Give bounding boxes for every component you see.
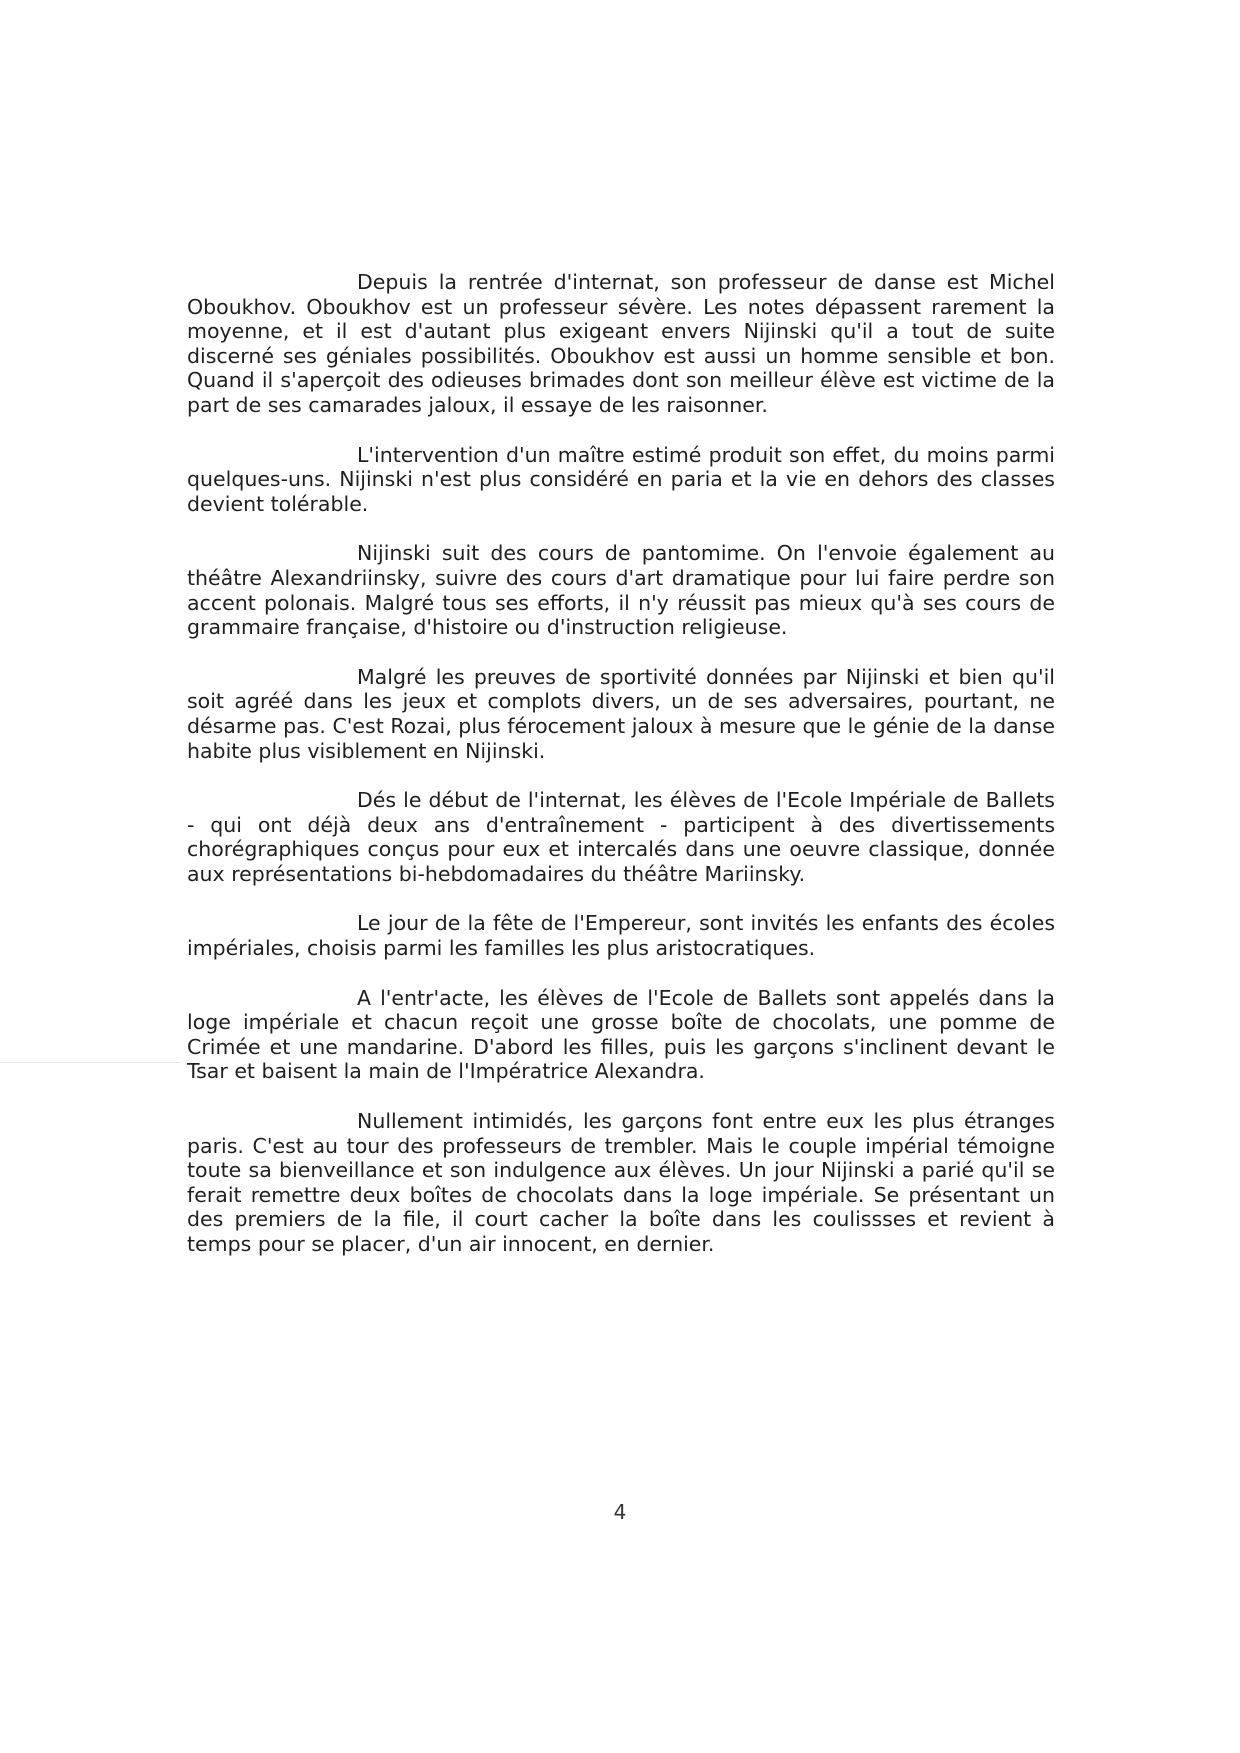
paragraph-4: Malgré les preuves de sportivité données par Nijinski et bien qu'il soit agréé dans les jeux et complots divers, un de ses adversaires, pourtant, ne désarme pas. C'est Rozai, plus férocement jaloux à mesure que le génie de la danse habite plus visiblement en Nijinski.	[187, 664, 1055, 763]
paragraph-3: Nijinski suit des cours de pantomime. On l'envoie également au théâtre Alexandriinsky, suivre des cours d'art dramatique pour lui faire perdre son accent polonais. Malgré tous ses efforts, il n'y réussit pas mieux qu'à ses cours de grammaire française, d'histoire ou d'instruction religieuse.	[187, 541, 1055, 640]
paragraph-7: A l'entr'acte, les élèves de l'Ecole de Ballets sont appelés dans la loge impériale et chacun reçoit une grosse boîte de chocolats, une pomme de Crimée et une mandarine. D'abord les filles, puis les garçons s'inclinent devant le Tsar et baisent la main de l'Impératrice Alexandra.	[187, 985, 1055, 1084]
paragraph-2: L'intervention d'un maître estimé produit son effet, du moins parmi quelques-uns. Nijinski n'est plus considéré en paria et la vie en dehors des classes devient tolérable.	[187, 442, 1055, 516]
body-text	[187, 270, 1055, 1282]
paragraph-1: Depuis la rentrée d'internat, son professeur de danse est Michel Oboukhov. Oboukhov est un professeur sévère. Les notes dépassent rarement la moyenne, et il est d'autant plus exigeant envers Nijinski qu'il a tout de suite discerné ses géniales possibilités. Oboukhov est aussi un homme sensible et bon. Quand il s'aperçoit des odieuses brimades dont son meilleur élève est victime de la part de ses camarades jaloux, il essaye de les raisonner.	[187, 270, 1055, 417]
scan-artifact-line	[0, 1062, 180, 1063]
paragraph-5: Dés le début de l'internat, les élèves de l'Ecole Impériale de Ballets - qui ont déjà deux ans d'entraînement - participent à des divertissements chorégraphiques conçus pour eux et intercalés dans une oeuvre classique, donnée aux représentations bi-hebdomadaires du théâtre Mariinsky.	[187, 788, 1055, 886]
page-number: 4	[613, 1500, 627, 1524]
paragraph-8: Nullement intimidés, les garçons font entre eux les plus étranges paris. C'est au tour des professeurs de trembler. Mais le couple impérial témoigne toute sa bienveillance et son indulgence aux élèves. Un jour Nijinski a parié qu'il se ferait remettre deux boîtes de chocolats dans la loge impériale. Se présentant un des premiers de la file, il court cacher la boîte dans les coulissses et revient à temps pour se placer, d'un air innocent, en dernier.	[187, 1109, 1055, 1256]
paragraph-6: Le jour de la fête de l'Empereur, sont invités les enfants des écoles impériales, choisis parmi les familles les plus aristocratiques.	[187, 911, 1055, 961]
